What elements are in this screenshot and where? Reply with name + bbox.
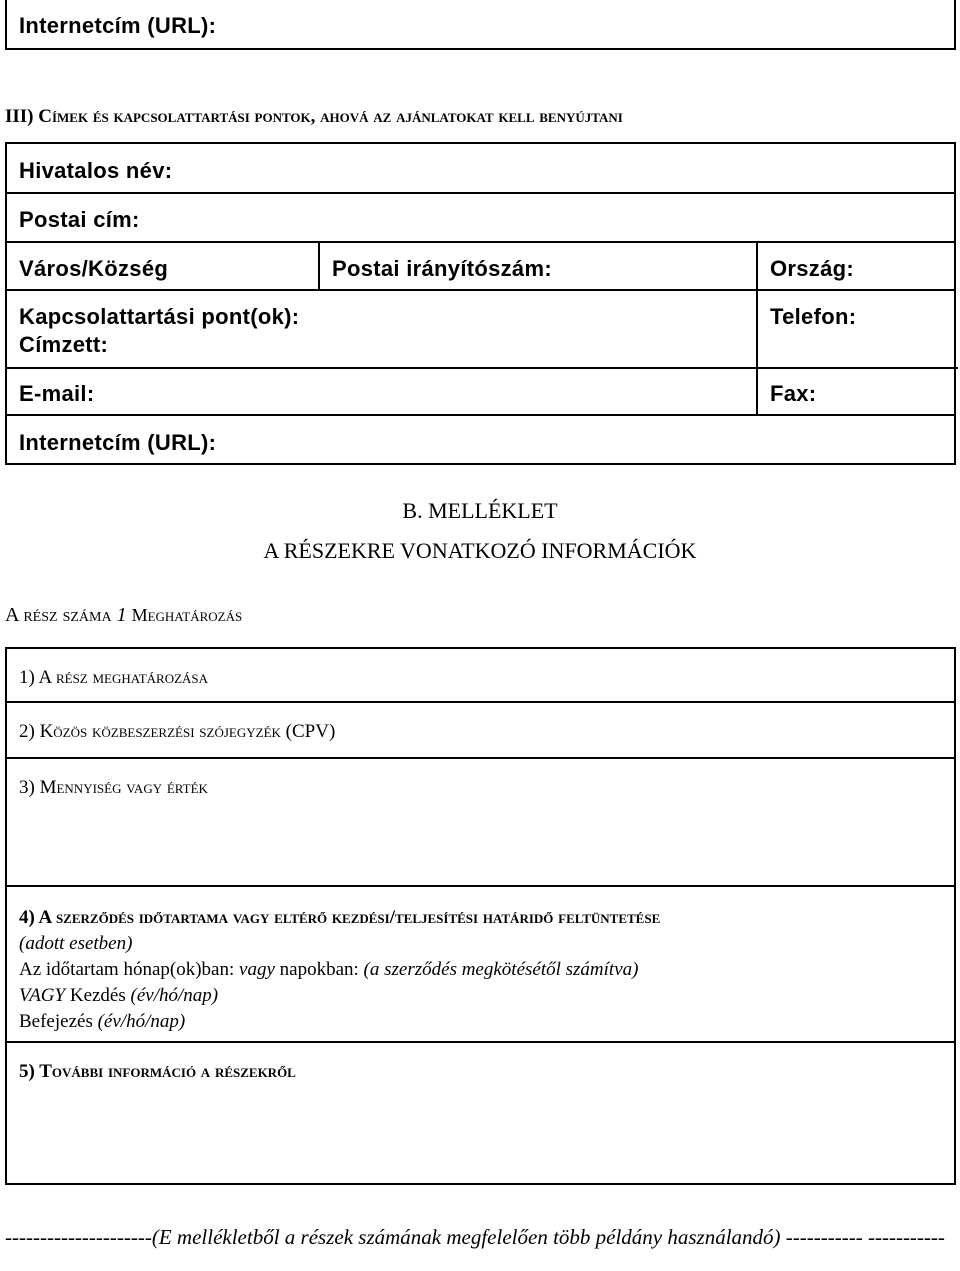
row-additional-info xyxy=(5,1041,956,1185)
contact-points-label: Kapcsolattartási pont(ok): xyxy=(19,304,300,329)
or-caps-label: VAGY xyxy=(19,985,66,1006)
footer-dashes-right: ----------- ----------- xyxy=(780,1225,945,1249)
row-4-title: 4) A szerződés időtartama vagy eltérő kezdési/teljesítési határidő feltüntetése xyxy=(19,907,661,928)
official-name-label: Hivatalos név: xyxy=(19,158,173,183)
postal-code-label: Postai irányítószám: xyxy=(332,256,552,281)
part-heading xyxy=(5,604,242,627)
end-date-format: (év/hó/nap) xyxy=(97,1011,186,1032)
row-4-line-1: (adott esetben) xyxy=(19,933,133,954)
divider xyxy=(7,241,954,243)
from-signing-note: (a szerződés megkötésétől számítva) xyxy=(363,959,639,980)
duration-months-label: Az időtartam hónap(ok)ban: xyxy=(19,959,240,980)
email-label: E-mail: xyxy=(19,381,95,406)
row-quantity xyxy=(5,757,956,887)
or-label: vagy xyxy=(239,959,275,980)
row-4-line-3 xyxy=(19,983,660,1009)
part-heading-suffix: Meghatározás xyxy=(131,605,243,625)
part-heading-prefix: A rész száma xyxy=(5,604,112,626)
row-4-line-4 xyxy=(19,1009,660,1035)
divider xyxy=(758,367,958,369)
row-2-title: 2) Közös közbeszerzési szójegyzék (CPV) xyxy=(19,721,336,742)
divider xyxy=(7,414,954,416)
section-3-heading: III) Címek és kapcsolattartási pontok, ahová az ajánlatokat kell benyújtani xyxy=(5,106,623,127)
start-date-format: (év/hó/nap) xyxy=(130,985,219,1006)
row-1-title: 1) A rész meghatározása xyxy=(19,667,209,688)
divider xyxy=(7,192,954,194)
row-3-title: 3) Mennyiség vagy érték xyxy=(19,777,208,798)
footer-text: (E mellékletből a részek számának megfelelően több példány használandó) xyxy=(151,1225,781,1249)
divider xyxy=(7,289,954,291)
row-part-definition xyxy=(5,647,956,703)
top-url-box xyxy=(5,0,956,50)
footer-dashes-left: --------------------- xyxy=(5,1225,152,1249)
top-url-label: Internetcím (URL): xyxy=(19,13,217,38)
phone-label: Telefon: xyxy=(770,304,857,329)
footer-note xyxy=(5,1224,957,1251)
internet-label: Internetcím (URL): xyxy=(19,430,217,455)
address-table xyxy=(5,142,956,465)
row-5-title: 5) További információ a részekről xyxy=(19,1061,296,1082)
end-label: Befejezés xyxy=(19,1011,98,1032)
country-label: Ország: xyxy=(770,256,855,281)
row-duration xyxy=(5,885,956,1043)
city-label: Város/Község xyxy=(19,256,169,281)
annex-title: B. MELLÉKLET xyxy=(402,498,558,523)
part-number: 1 xyxy=(116,604,127,626)
row-cpv xyxy=(5,701,956,759)
postal-address-label: Postai cím: xyxy=(19,207,140,232)
addressee-label: Címzett: xyxy=(19,332,109,357)
divider xyxy=(318,241,320,289)
start-label: Kezdés xyxy=(65,985,131,1006)
annex-subtitle: A RÉSZEKRE VONATKOZÓ INFORMÁCIÓK xyxy=(263,538,697,563)
divider xyxy=(756,241,758,414)
row-4-line-2 xyxy=(19,957,660,983)
duration-days-label: napokban: xyxy=(274,959,364,980)
divider xyxy=(7,367,758,369)
fax-label: Fax: xyxy=(770,381,817,406)
